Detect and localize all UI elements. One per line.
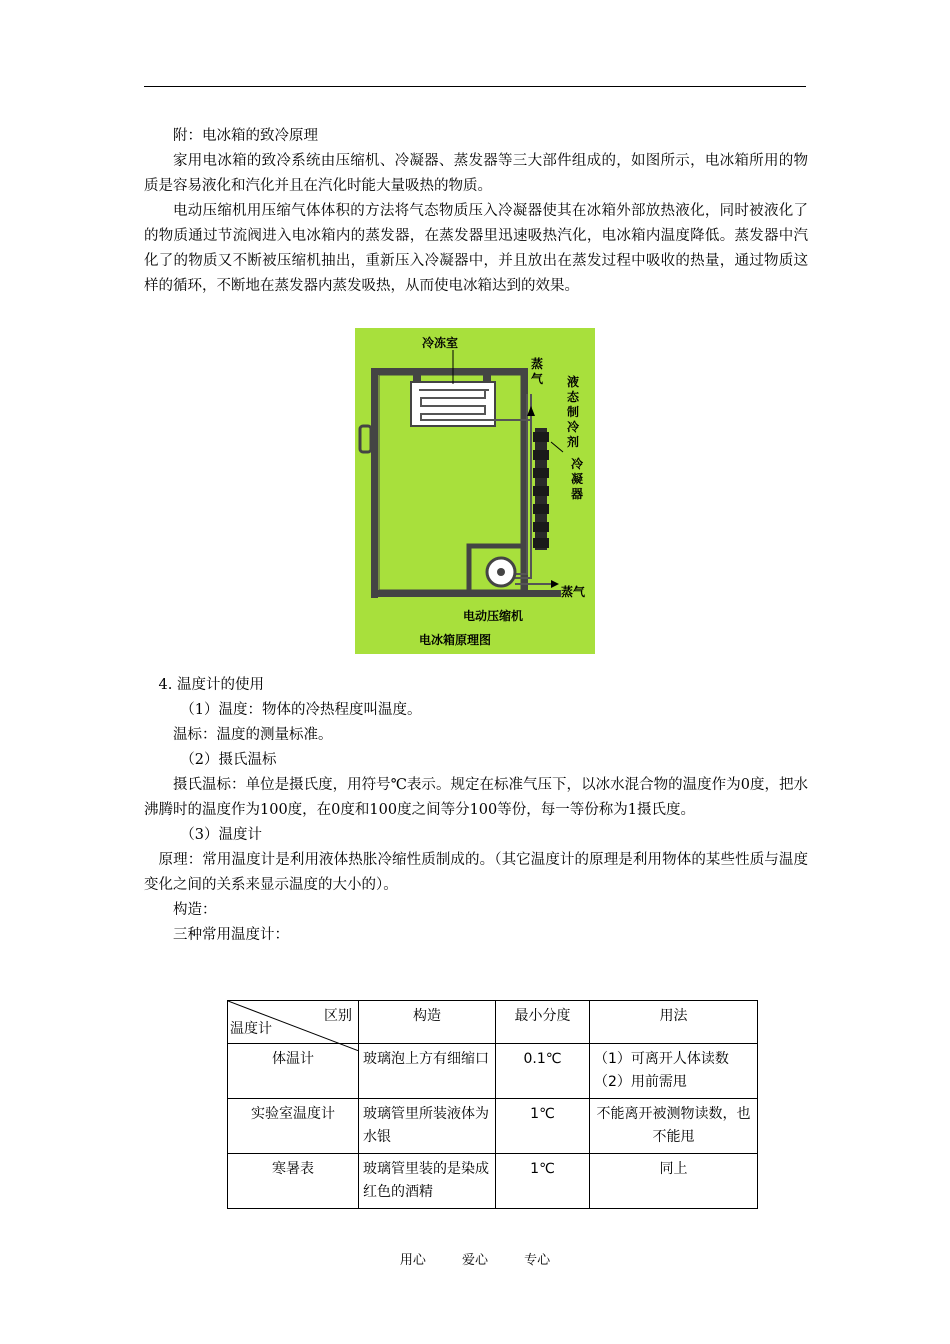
section-title: 附：电冰箱的致冷原理	[173, 128, 318, 144]
diagram-background	[355, 328, 595, 654]
usage-line: （1）可离开人体读数	[594, 1051, 729, 1067]
refrigerator-diagram	[355, 328, 595, 654]
table-row	[228, 1154, 758, 1209]
diagonal-header-cell	[228, 1001, 359, 1044]
footer-item: 用心	[399, 1253, 426, 1268]
thermometer-section	[144, 673, 808, 948]
table-cell: 玻璃管里所装液体为水银	[359, 1099, 496, 1154]
compressor-label: 电动压缩机	[463, 609, 524, 623]
table-cell	[590, 1044, 758, 1099]
header-diff: 区别	[324, 1008, 352, 1024]
section-heading: 4. 温度计的使用	[158, 677, 264, 693]
refrigerator-section	[144, 124, 808, 299]
page-footer	[0, 1249, 950, 1268]
paragraph: 家用电冰箱的致冷系统由压缩机、冷凝器、蒸发器等三大部件组成的，如图所示，电冰箱所用的物质是容易液化和汽化并且在汽化时能大量吸热的物质。	[144, 153, 808, 194]
table-cell: 1℃	[496, 1154, 590, 1209]
list-item: （2）摄氏温标	[180, 752, 277, 768]
table-cell: 1℃	[496, 1099, 590, 1154]
footer-item: 爱心	[461, 1253, 488, 1268]
diagram-caption: 电冰箱原理图	[419, 633, 492, 647]
paragraph: 原理：常用温度计是利用液体热胀冷缩性质制成的。（其它温度计的原理是利用物体的某些性质与温度变化之间的关系来显示温度的大小的）。	[144, 852, 808, 893]
table-header-row	[228, 1001, 758, 1044]
paragraph: 电动压缩机用压缩气体体积的方法将气态物质压入冷凝器使其在冰箱外部放热液化，同时被液化了的物质通过节流阀进入电冰箱内的蒸发器，在蒸发器里迅速吸热汽化，电冰箱内温度降低。蒸发器中汽化了的物质又不断被压缩机抽出，重新压入冷凝器中，并且放出在蒸发过程中吸收的热量，通过物质这样的循环，不断地在蒸发器内蒸发吸热，从而使电冰箱达到的效果。	[144, 203, 808, 294]
header-cell: 用法	[590, 1001, 758, 1044]
condenser-label: 冷凝器	[571, 457, 584, 501]
header-thermometer: 温度计	[230, 1021, 272, 1037]
table-row	[228, 1044, 758, 1099]
header-cell: 最小分度	[496, 1001, 590, 1044]
freezer-label: 冷冻室	[422, 336, 459, 350]
footer-item: 专心	[524, 1253, 551, 1268]
liquid-refrigerant-label: 液态制冷剂	[567, 375, 580, 449]
paragraph: 温标：温度的测量标准。	[173, 727, 333, 743]
table-cell: 0.1℃	[496, 1044, 590, 1099]
thermometer-table	[227, 1000, 758, 1209]
header-cell: 构造	[359, 1001, 496, 1044]
list-item: （1）温度：物体的冷热程度叫温度。	[180, 702, 422, 718]
paragraph: 摄氏温标：单位是摄氏度，用符号℃表示。规定在标准气压下，以冰水混合物的温度作为0度，把水沸腾时的温度作为100度，在0度和100度之间等分100等份，每一等份称为1摄氏度。	[144, 777, 808, 818]
header-rule	[144, 86, 806, 87]
cabinet-bottom-wall	[371, 590, 561, 597]
cabinet-top-wall	[371, 368, 521, 375]
vapor-bottom-label: 蒸气	[561, 585, 586, 599]
table-cell: 玻璃泡上方有细缩口	[359, 1044, 496, 1099]
table-cell: 体温计	[228, 1044, 359, 1099]
table-cell: 不能离开被测物读数，也不能甩	[590, 1099, 758, 1154]
table-cell: 玻璃管里装的是染成红色的酒精	[359, 1154, 496, 1209]
condenser-coils	[533, 428, 549, 550]
table-cell: 实验室温度计	[228, 1099, 359, 1154]
vapor-top-label: 蒸气	[531, 357, 544, 386]
paragraph: 构造：	[173, 902, 217, 918]
paragraph: 三种常用温度计：	[173, 927, 289, 943]
list-item: （3）温度计	[180, 827, 262, 843]
table-cell: 同上	[590, 1154, 758, 1209]
usage-line: （2）用前需甩	[594, 1074, 687, 1090]
cabinet-left-wall	[371, 368, 378, 598]
table-row	[228, 1099, 758, 1154]
table-cell: 寒暑表	[228, 1154, 359, 1209]
